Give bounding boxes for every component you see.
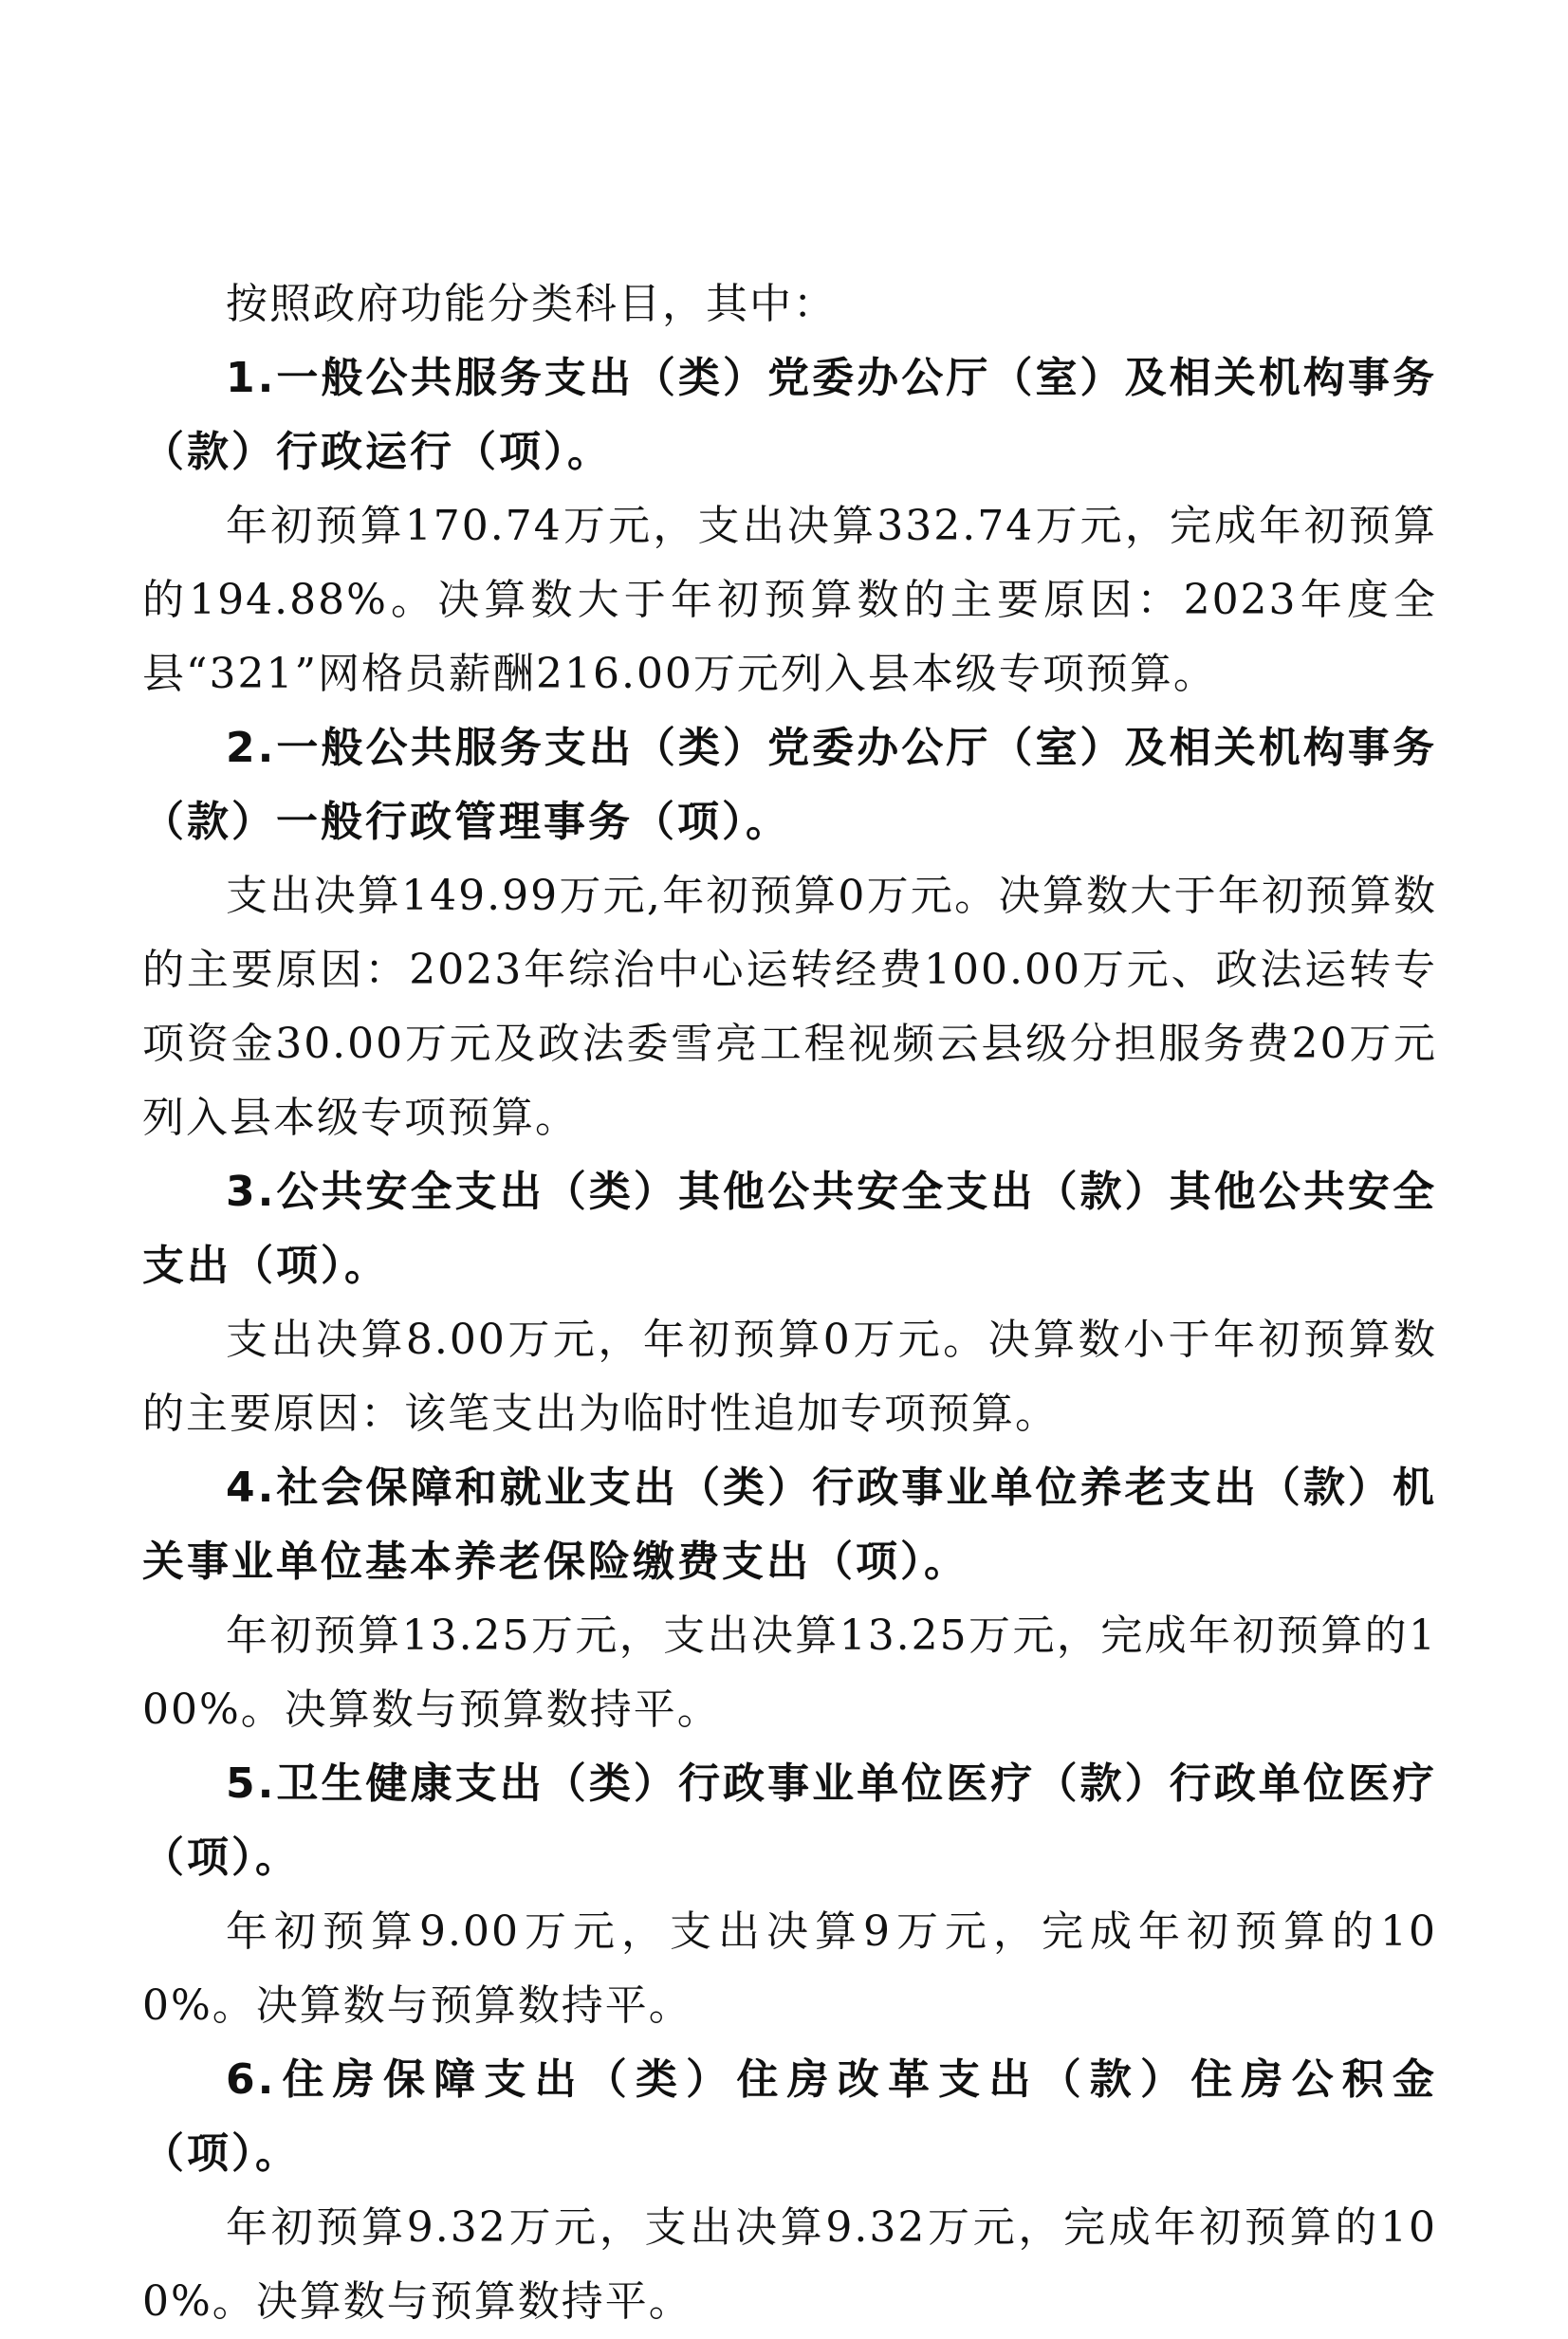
item-3-heading: 3.公共安全支出（类）其他公共安全支出（款）其他公共安全支出（项）。 <box>142 1168 1437 1290</box>
item-6-heading: 6.住房保障支出（类）住房改革支出（款）住房公积金（项）。 <box>142 2055 1437 2178</box>
item-4-body: 年初预算13.25万元，支出决算13.25万元，完成年初预算的100%。决算数与预算数持平。 <box>142 1612 1437 1734</box>
item-4-heading: 4.社会保障和就业支出（类）行政事业单位养老支出（款）机关事业单位基本养老保险缴费支出（项）。 <box>142 1464 1437 1586</box>
item-3-body: 支出决算8.00万元，年初预算0万元。决算数小于年初预算数的主要原因：该笔支出为临时性追加专项预算。 <box>142 1316 1437 1438</box>
document-page <box>142 267 1437 2339</box>
item-6-body: 年初预算9.32万元，支出决算9.32万元，完成年初预算的100%。决算数与预算数持平。 <box>142 2203 1437 2326</box>
item-2-heading: 2.一般公共服务支出（类）党委办公厅（室）及相关机构事务（款）一般行政管理事务（项）。 <box>142 724 1437 846</box>
item-5-heading: 5.卫生健康支出（类）行政事业单位医疗（款）行政单位医疗（项）。 <box>142 1759 1437 1882</box>
item-1-body: 年初预算170.74万元，支出决算332.74万元，完成年初预算的194.88%。决算数大于年初预算数的主要原因：2023年度全县“321”网格员薪酬216.00万元列入县本级专项预算。 <box>142 502 1437 698</box>
item-1-heading: 1.一般公共服务支出（类）党委办公厅（室）及相关机构事务（款）行政运行（项）。 <box>142 354 1437 476</box>
item-2-body: 支出决算149.99万元,年初预算0万元。决算数大于年初预算数的主要原因：2023年综治中心运转经费100.00万元、政法运转专项资金30.00万元及政法委雪亮工程视频云县级分担服务费20万元列入县本级专项预算。 <box>142 872 1437 1142</box>
intro-paragraph: 按照政府功能分类科目，其中： <box>226 280 837 328</box>
item-5-body: 年初预算9.00万元，支出决算9万元，完成年初预算的100%。决算数与预算数持平。 <box>142 1907 1437 2030</box>
